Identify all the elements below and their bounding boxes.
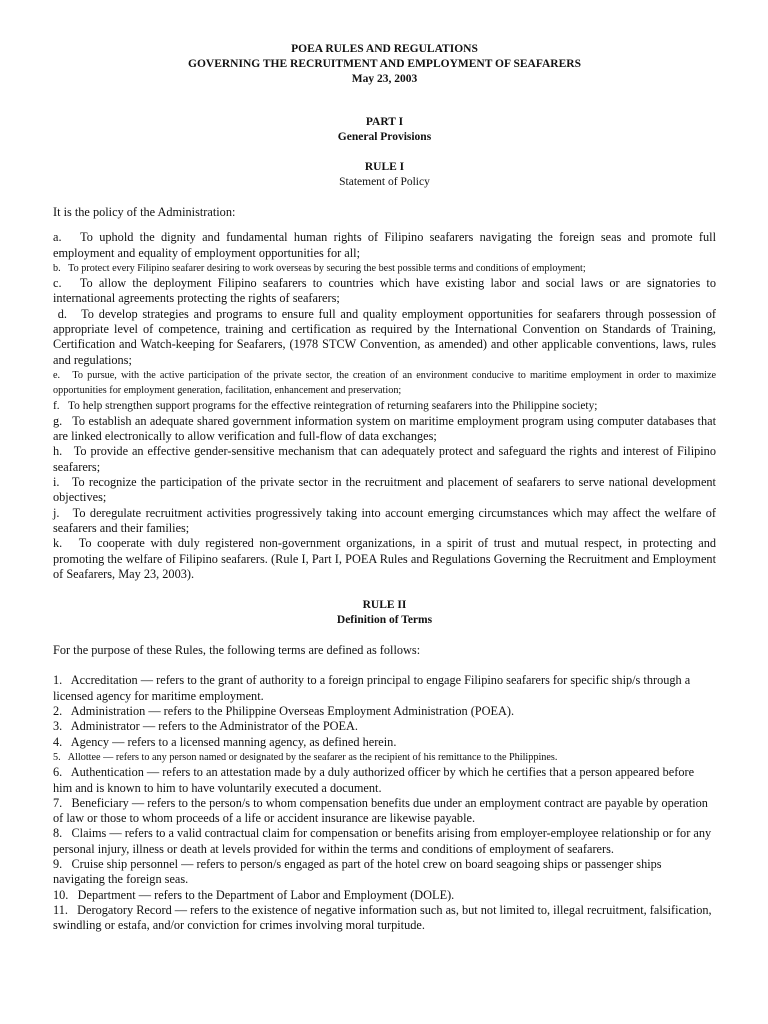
rule1-name: Statement of Policy — [339, 176, 430, 188]
rule2-name: Definition of Terms — [336, 614, 433, 627]
list-item: f. To help strengthen support programs for the effective reintegration of returning seafarers into the Philippine society; — [53, 399, 598, 412]
list-item: a. To uphold the dignity and fundamental human rights of Filipino seafarers navigating the foreign seas and promote full employment and equality of employment opportunities for all; — [53, 230, 716, 260]
list-item: 2. Administration — refers to the Philippine Overseas Employment Administration (POEA). — [53, 704, 515, 719]
list-item: b. To protect every Filipino seafarer desiring to work overseas by securing the best possible terms and conditions of employment; — [53, 262, 586, 274]
list-item: k. To cooperate with duly registered non-government organizations, in a spirit of trust and mutual respect, in protecting and promoting the welfare of Filipino seafarers. (Rule I, Part I, POEA Rules and Regulations Governing the Recruitment and Employment of Seafarers, May 23, 2003). — [53, 536, 716, 581]
rule2-label: RULE II — [362, 599, 407, 612]
document-date: May 23, 2003 — [351, 73, 418, 85]
list-item: 11. Derogatory Record — refers to the existence of negative information such as, but not limited to, illegal recruitment, falsification, swindling or estafa, and/or conviction for crimes involving moral turpitude. — [53, 902, 712, 933]
rule2-list — [53, 673, 716, 933]
document-header — [53, 42, 716, 87]
list-item: c. To allow the deployment Filipino seafarers to countries which have existing labor and social laws or are signatories to international agreements protecting the rights of seafarers; — [53, 276, 716, 306]
rule1-intro: It is the policy of the Administration: — [53, 205, 236, 219]
part-heading — [53, 115, 716, 145]
rule2-heading — [53, 598, 716, 628]
list-item: 10. Department — refers to the Department of Labor and Employment (DOLE). — [53, 887, 455, 902]
rule1-heading — [53, 160, 716, 190]
list-item: i. To recognize the participation of the private sector in the recruitment and placement of seafarers to serve national development objectives; — [53, 475, 716, 505]
list-item: 1. Accreditation — refers to the grant of authority to a foreign principal to engage Filipino seafarers for specific ship/s through a licensed agency for maritime employment. — [53, 673, 691, 703]
list-item: 9. Cruise ship personnel — refers to person/s engaged as part of the hotel crew on board seagoing ships or passenger ships navigating the foreign seas. — [53, 856, 662, 887]
list-item: 5. Allottee — refers to any person named or designated by the seafarer as the recipient of his remittance to the Philippines. — [53, 751, 558, 763]
list-item: 4. Agency — refers to a licensed manning agency, as defined herein. — [53, 734, 397, 749]
list-item: 7. Beneficiary — refers to the person/s to whom compensation benefits due under an employment contract are payable by operation of law or those to whom proceeds of a life or accident insurance are likewise payable. — [53, 795, 708, 826]
part-label: PART I — [365, 116, 404, 128]
rule1-list — [53, 230, 716, 582]
rule2-intro: For the purpose of these Rules, the following terms are defined as follows: — [53, 643, 421, 658]
list-item: e. To pursue, with the active participation of the private sector, the creation of an environment conducive to maritime employment in order to maximize opportunities for employment generation, facilitation, enhancement and preservation; — [53, 369, 716, 397]
list-item: 8. Claims — refers to a valid contractual claim for compensation or benefits arising from employer-employee relationship or for any personal injury, illness or death at levels provided for within the terms and conditions of employment of seafarers. — [53, 826, 712, 856]
list-item: j. To deregulate recruitment activities progressively taking into account emerging circumstances which may affect the welfare of seafarers and their families; — [53, 505, 716, 535]
part-name: General Provisions — [337, 131, 432, 143]
list-item: h. To provide an effective gender-sensitive mechanism that can adequately protect and safeguard the rights and interest of Filipino seafarers; — [53, 444, 716, 474]
list-item: d. To develop strategies and programs to ensure full and quality employment opportunities for seafarers through possession of appropriate level of competence, training and certification as required by the International Convention on Standards of Training, Certification and Watch-keeping for Seafarers, (1978 STCW Convention, as amended) and other applicable conventions, laws, rules and regulations; — [53, 306, 716, 367]
rule1-label: RULE I — [364, 161, 405, 173]
list-item: g. To establish an adequate shared government information system on maritime employment program using computer databases that are linked electronically to allow verification and full-flow of data exchanges; — [53, 413, 716, 444]
list-item: 3. Administrator — refers to the Administrator of the POEA. — [53, 719, 358, 734]
document-subtitle: GOVERNING THE RECRUITMENT AND EMPLOYMENT OF SEAFARERS — [188, 58, 581, 70]
list-item: 6. Authentication — refers to an attestation made by a duly authorized officer by which he certifies that a person appeared before him and is known to him to have voluntarily executed a document. — [53, 765, 695, 795]
document-title: POEA RULES AND REGULATIONS — [291, 43, 478, 55]
